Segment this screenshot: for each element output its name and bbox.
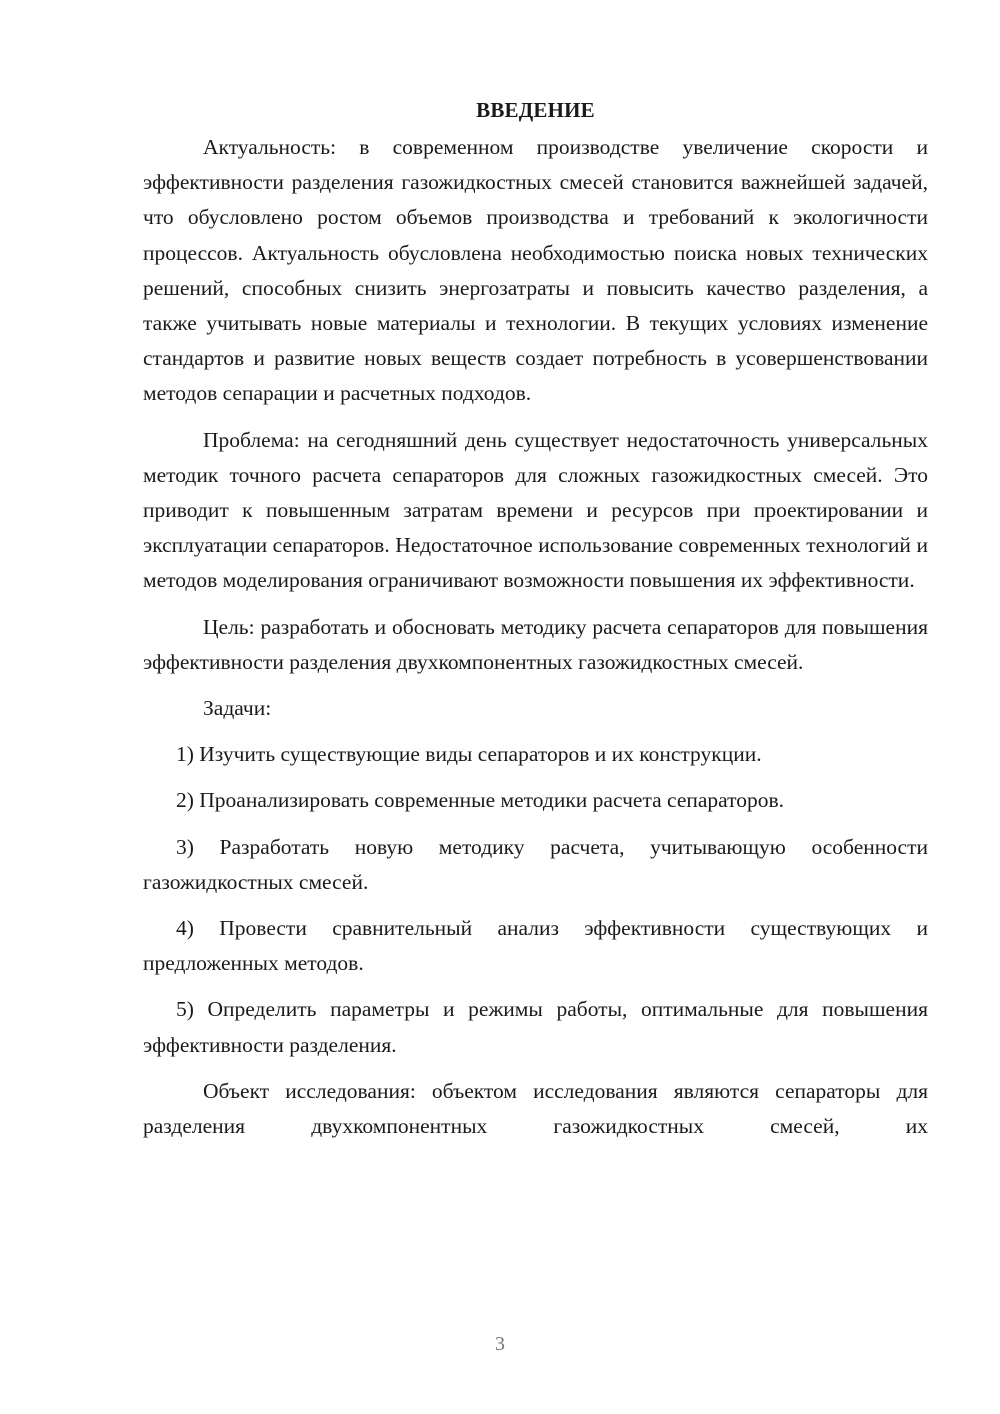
tasks-heading: Задачи: — [203, 696, 272, 721]
task-item-1: 1) Изучить существующие виды сепараторов и их конструкции. — [176, 742, 762, 767]
task-item-3: 3) Разработать новую методику расчета, учитывающую особенности газожидкостных смесей. — [143, 834, 928, 894]
task-item-4: 4) Провести сравнительный анализ эффективности существующих и предложенных методов. — [143, 916, 928, 976]
paragraph-object: Объект исследования: объектом исследования являются сепараторы для разделения двухкомпонентных газожидкостных смесей, их — [143, 1078, 928, 1139]
paragraph-relevance: Актуальность: в современном производстве увеличение скорости и эффективности разделения газожидкостных смесей становится важнейшей задачей, что обусловлено ростом объемов производства и требований к экологичности процессов. Актуальность обусловлена необходимостью поиска новых технических решений, способных снизить энергозатраты и повысить качество разделения, а также учитывать новые материалы и технологии. В текущих условиях изменение стандартов и развитие новых веществ создает потребность в усовершенствовании методов сепарации и расчетных подходов. — [143, 135, 928, 406]
task-item-2: 2) Проанализировать современные методики расчета сепараторов. — [176, 788, 785, 813]
section-title: ВВЕДЕНИЕ — [476, 98, 595, 122]
page-number: 3 — [495, 1333, 505, 1355]
paragraph-problem: Проблема: на сегодняшний день существует недостаточность универсальных методик точного расчета сепараторов для сложных газожидкостных смесей. Это приводит к повышенным затратам времени и ресурсов при проектировании и эксплуатации сепараторов. Недостаточное использование современных технологий и методов моделирования ограничивают возможности повышения их эффективности. — [143, 427, 928, 593]
paragraph-goal: Цель: разработать и обосновать методику расчета сепараторов для повышения эффективности разделения двухкомпонентных газожидкостных смесей. — [143, 614, 928, 674]
page-body — [143, 92, 928, 1155]
task-item-5: 5) Определить параметры и режимы работы, оптимальные для повышения эффективности разделения. — [143, 997, 928, 1057]
